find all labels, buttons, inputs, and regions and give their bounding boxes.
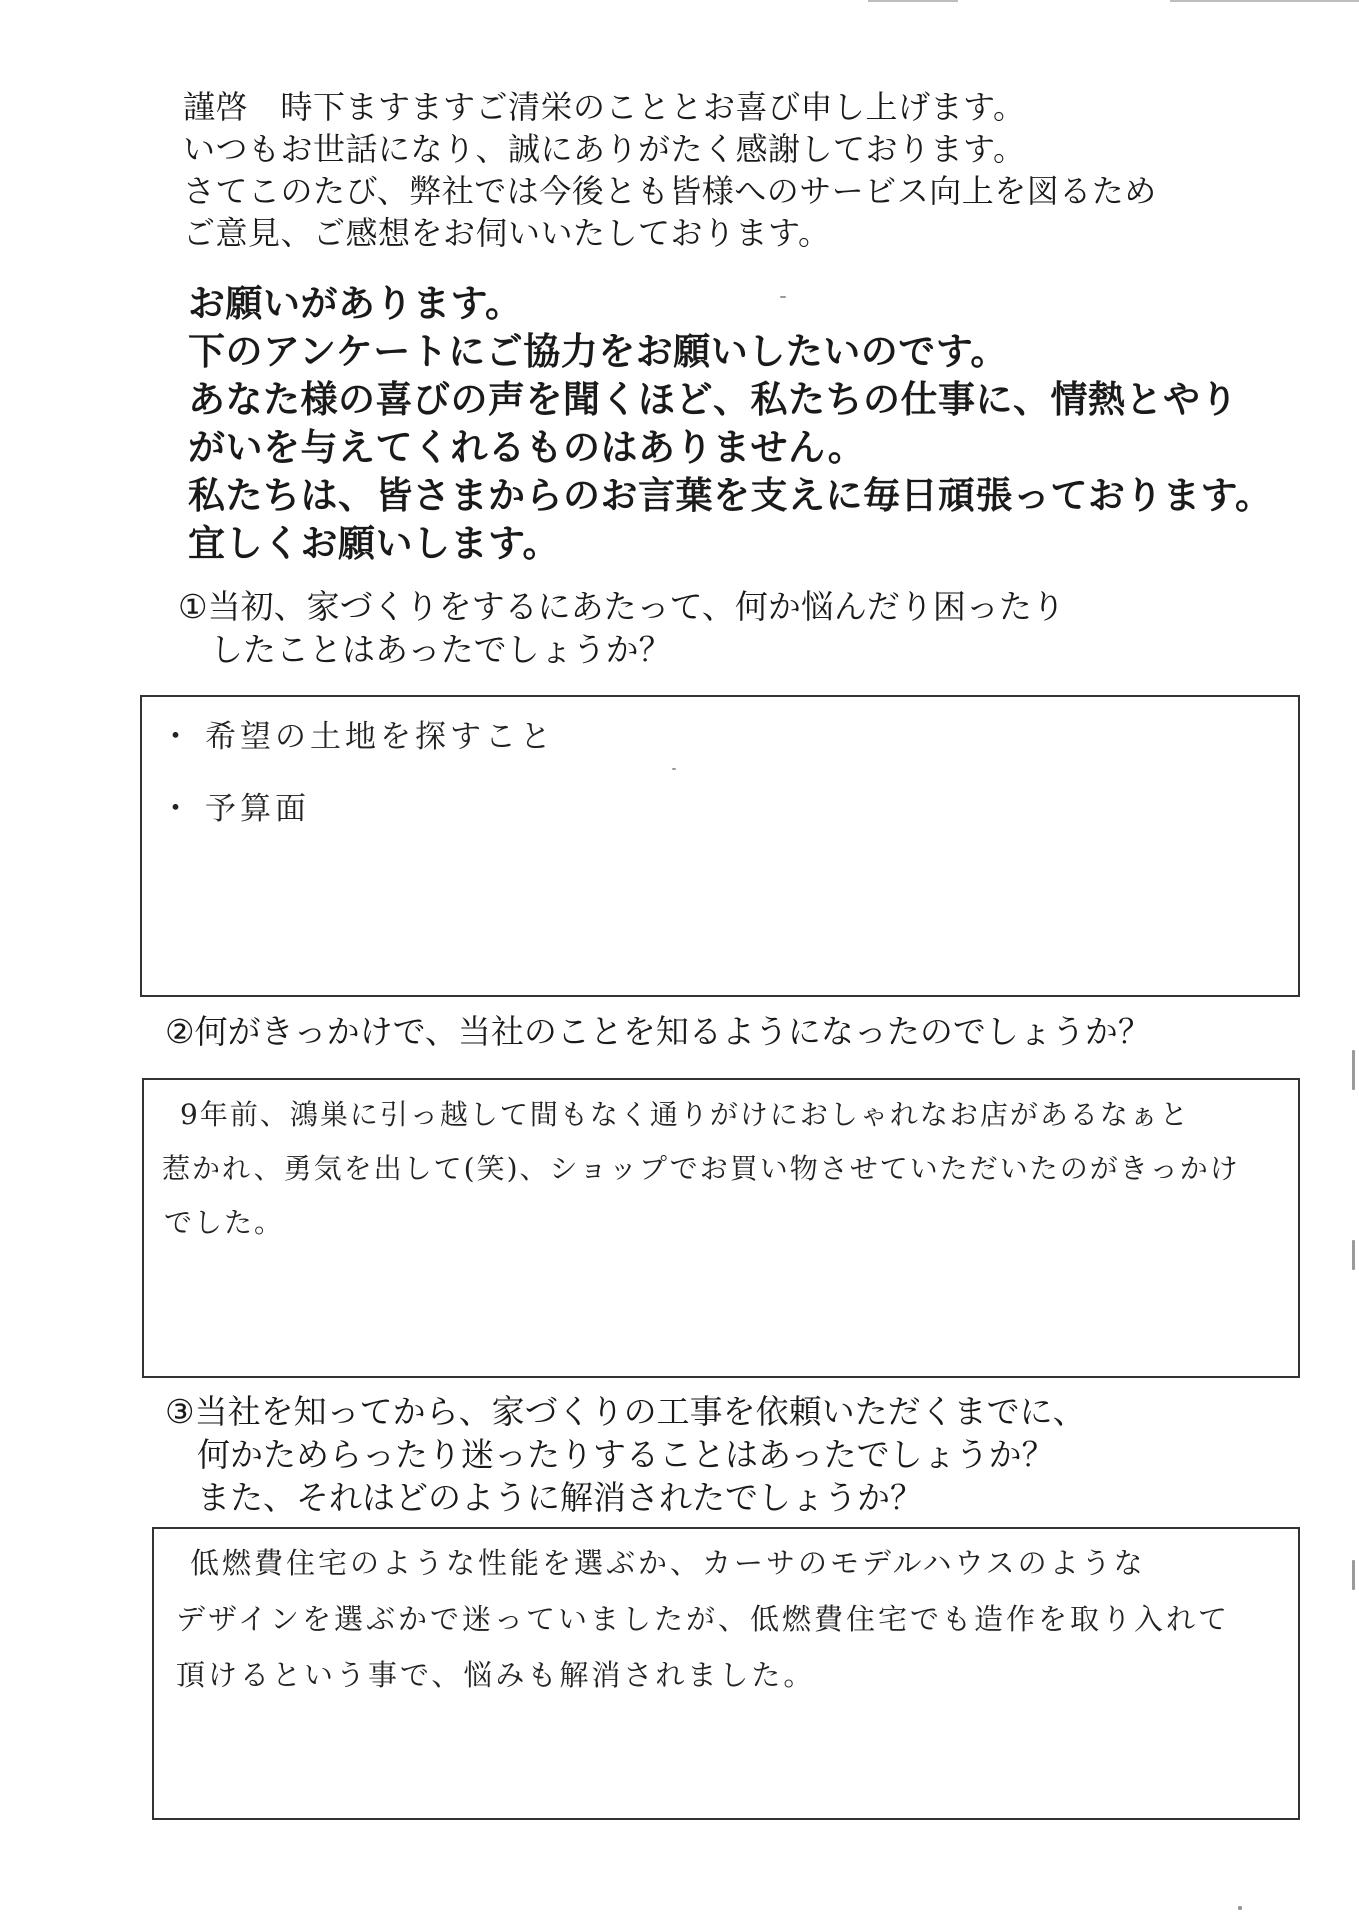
answer-line: 頂けるという事で、悩みも解消されました。 — [176, 1658, 816, 1692]
question-2 — [165, 1010, 1151, 1053]
answer-item-text: 希望の土地を探すこと — [205, 719, 555, 755]
answer-2-text — [162, 1088, 1240, 1250]
answer-item-text: 予算面 — [205, 791, 310, 827]
answer-item — [160, 782, 555, 836]
question-3 — [165, 1390, 1086, 1519]
scan-speck — [780, 296, 786, 298]
answer-line: 低燃費住宅のような性能を選ぶか、カーサのモデルハウスのような — [190, 1546, 1146, 1580]
intro-line: さてこのたび、弊社では今後とも皆様へのサービス向上を図るため — [183, 172, 1157, 210]
question-line: 何かためらったり迷ったりすることはあったでしょうか？ — [197, 1435, 1055, 1474]
intro-paragraph — [183, 86, 1243, 254]
question-line: ③当社を知ってから、家づくりの工事を依頼いただくまでに、 — [165, 1392, 1086, 1431]
request-line: がいを与えてくれるものはありません。 — [188, 426, 866, 469]
question-line: ②何がきっかけで、当社のことを知るようになったのでしょうか？ — [165, 1012, 1151, 1051]
request-line: 宜しくお願いします。 — [188, 522, 561, 565]
question-1 — [178, 585, 1065, 671]
intro-line: ご意見、ご感想をお伺いいたしております。 — [183, 214, 831, 252]
request-paragraph — [188, 280, 1288, 568]
scan-edge-mark — [868, 0, 958, 2]
scan-edge-mark — [1170, 0, 1359, 2]
answer-line: でした。 — [164, 1206, 285, 1239]
scan-speck — [1238, 1906, 1242, 1910]
request-line: あなた様の喜びの声を聞くほど、私たちの仕事に、情熱とやり — [188, 378, 1238, 421]
bullet-mark: ・ — [160, 791, 195, 827]
question-line: したことはあったでしょうか？ — [210, 630, 672, 669]
request-line: お願いがあります。 — [188, 282, 523, 325]
answer-line: デザインを選ぶかで迷っていましたが、低燃費住宅でも造作を取り入れて — [176, 1602, 1230, 1636]
question-line: また、それはどのように解消されたでしょうか？ — [197, 1478, 923, 1517]
answer-item — [160, 710, 555, 764]
scan-speck — [672, 768, 676, 770]
answer-1-text — [160, 710, 555, 836]
answer-3-text — [176, 1535, 1230, 1703]
request-line: 下のアンケートにご協力をお願いしたいのです。 — [188, 330, 1008, 373]
intro-line: 謹啓 時下ますますご清栄のこととお喜び申し上げます。 — [183, 88, 1026, 126]
bullet-mark: ・ — [160, 719, 195, 755]
answer-line: 惹かれ、勇気を出して(笑)、ショップでお買い物させていただいたのがきっかけ — [162, 1152, 1240, 1185]
question-line: ①当初、家づくりをするにあたって、何か悩んだり困ったり — [178, 587, 1065, 626]
scan-speck — [1352, 1560, 1355, 1590]
intro-line: いつもお世話になり、誠にありがたく感謝しております。 — [183, 130, 1026, 168]
answer-line: 9年前、鴻巣に引っ越して間もなく通りがけにおしゃれなお店があるなぁと — [180, 1098, 1190, 1131]
scan-speck — [1352, 1050, 1355, 1090]
scan-speck — [1352, 1240, 1355, 1270]
request-line: 私たちは、皆さまからのお言葉を支えに毎日頑張っております。 — [188, 474, 1273, 517]
